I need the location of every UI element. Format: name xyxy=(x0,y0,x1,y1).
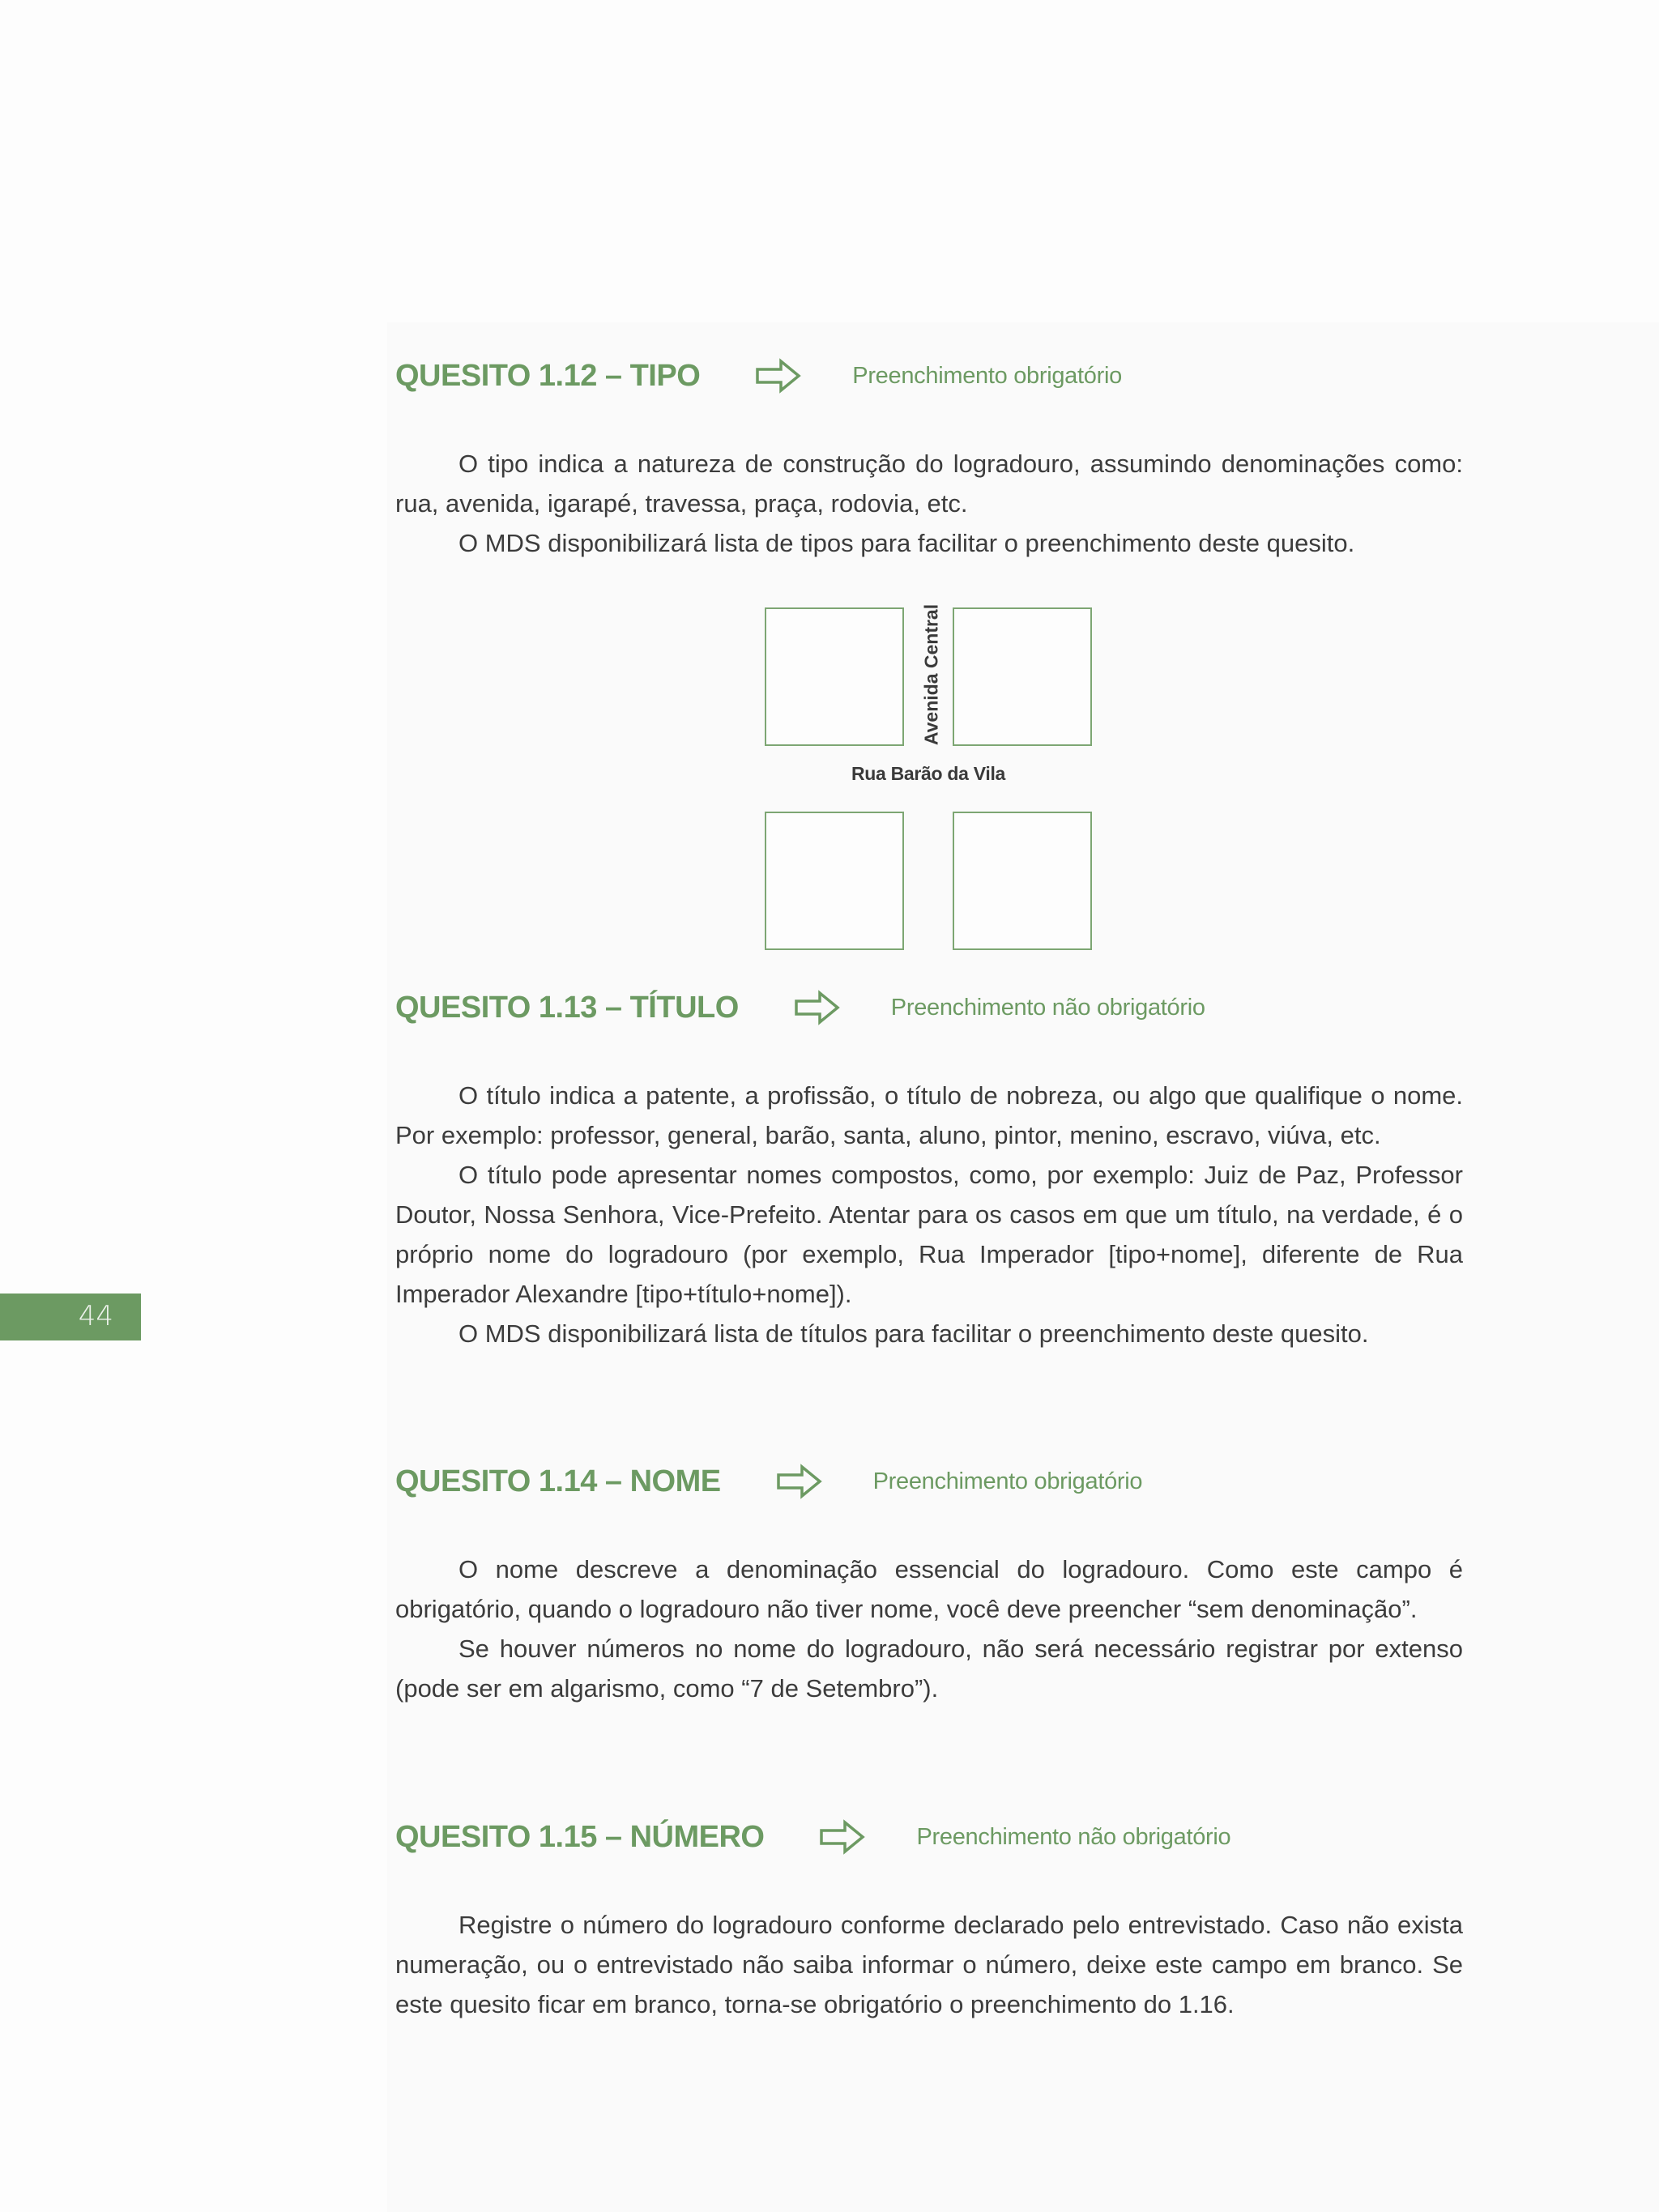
arrow-right-icon xyxy=(819,1819,866,1855)
section-1-13-header xyxy=(395,983,1205,1032)
city-block xyxy=(953,607,1092,746)
requirement-note: Preenchimento não obrigatório xyxy=(890,994,1205,1021)
requirement-note: Preenchimento obrigatório xyxy=(852,362,1122,389)
section-1-12-header xyxy=(395,352,1122,400)
city-block xyxy=(765,607,904,746)
paragraph: O MDS disponibilizará lista de títulos para facilitar o preenchimento deste quesito. xyxy=(458,1319,1369,1348)
section-1-14-body xyxy=(395,1549,1463,1708)
page-number: 44 xyxy=(78,1300,113,1332)
street-diagram xyxy=(765,603,1092,949)
section-1-13-body xyxy=(395,1076,1463,1353)
arrow-right-icon xyxy=(776,1464,823,1499)
horizontal-street-label: Rua Barão da Vila xyxy=(851,763,1006,784)
city-block xyxy=(953,812,1092,950)
paragraph: O título pode apresentar nomes compostos, como, por exemplo: Juiz de Paz, Professor Doutor, Nossa Senhora, Vice-Prefeito. Atentar para os casos em que um título, na verdade, é o próprio nome do logradouro (por exemplo, Rua Imperador [tipo+nome], diferente de Rua Imperador Alexandre [tipo+título+nome]). xyxy=(395,1161,1463,1308)
arrow-right-icon xyxy=(794,990,841,1025)
section-heading: QUESITO 1.14 – NOME xyxy=(395,1464,721,1498)
page-number-tab xyxy=(0,1294,141,1340)
section-1-12-body xyxy=(395,444,1463,563)
paragraph: O tipo indica a natureza de construção do logradouro, assumindo denominações como: rua, avenida, igarapé, travessa, praça, rodovia, etc. xyxy=(395,450,1463,518)
section-heading: QUESITO 1.12 – TIPO xyxy=(395,358,701,393)
arrow-right-icon xyxy=(755,358,802,394)
section-1-15-body xyxy=(395,1905,1463,2024)
section-1-14-header xyxy=(395,1457,1142,1506)
paragraph: Se houver números no nome do logradouro, não será necessário registrar por extenso (pode ser em algarismo, como “7 de Setembro”). xyxy=(395,1634,1463,1703)
paragraph: Registre o número do logradouro conforme declarado pelo entrevistado. Caso não exista numeração, ou o entrevistado não saiba informar o número, deixe este campo em branco. Se este quesito ficar em branco, torna-se obrigatório o preenchimento do 1.16. xyxy=(395,1911,1463,2018)
city-block xyxy=(765,812,904,950)
paragraph: O título indica a patente, a profissão, o título de nobreza, ou algo que qualifique o nome. Por exemplo: professor, general, barão, santa, aluno, pintor, menino, escravo, viúva, etc. xyxy=(395,1081,1463,1149)
paragraph: O MDS disponibilizará lista de tipos para facilitar o preenchimento deste quesito. xyxy=(458,529,1355,557)
paragraph: O nome descreve a denominação essencial do logradouro. Como este campo é obrigatório, quando o logradouro não tiver nome, você deve preencher “sem denominação”. xyxy=(395,1555,1463,1623)
vertical-street-label: Avenida Central xyxy=(920,603,942,746)
section-1-15-header xyxy=(395,1813,1230,1861)
requirement-note: Preenchimento não obrigatório xyxy=(916,1823,1231,1850)
section-heading: QUESITO 1.13 – TÍTULO xyxy=(395,990,739,1025)
section-heading: QUESITO 1.15 – NÚMERO xyxy=(395,1819,765,1854)
requirement-note: Preenchimento obrigatório xyxy=(872,1468,1143,1494)
